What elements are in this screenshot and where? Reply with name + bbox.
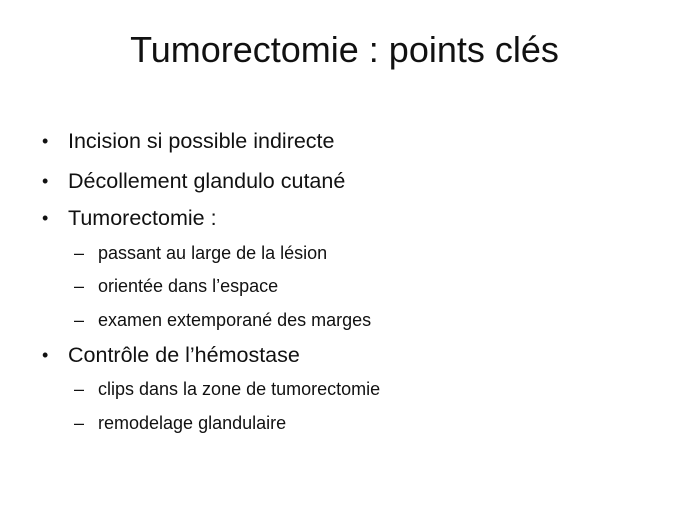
- sub-bullet-marker: –: [74, 379, 85, 399]
- bullet-text: Contrôle de l’hémostase: [68, 343, 300, 367]
- sub-bullet-text: orientée dans l’espace: [98, 276, 279, 296]
- bullet-text: Décollement glandulo cutané: [68, 169, 346, 193]
- sub-bullet-text: passant au large de la lésion: [98, 243, 328, 263]
- slide-title: Tumorectomie : points clés: [130, 29, 559, 70]
- sub-bullet-marker: –: [74, 413, 85, 433]
- sub-bullet-text: clips dans la zone de tumorectomie: [98, 379, 381, 399]
- bullet-marker: •: [42, 208, 49, 228]
- bullet-text: Tumorectomie :: [68, 206, 217, 230]
- sub-bullet-text: examen extemporané des marges: [98, 310, 372, 330]
- sub-bullet-marker: –: [74, 310, 85, 330]
- bullet-text: Incision si possible indirecte: [68, 129, 335, 153]
- bullet-marker: •: [42, 131, 49, 151]
- bullet-marker: •: [42, 171, 49, 191]
- sub-bullet-marker: –: [74, 276, 85, 296]
- bullet-marker: •: [42, 345, 49, 365]
- sub-bullet-text: remodelage glandulaire: [98, 413, 287, 433]
- sub-bullet-marker: –: [74, 243, 85, 263]
